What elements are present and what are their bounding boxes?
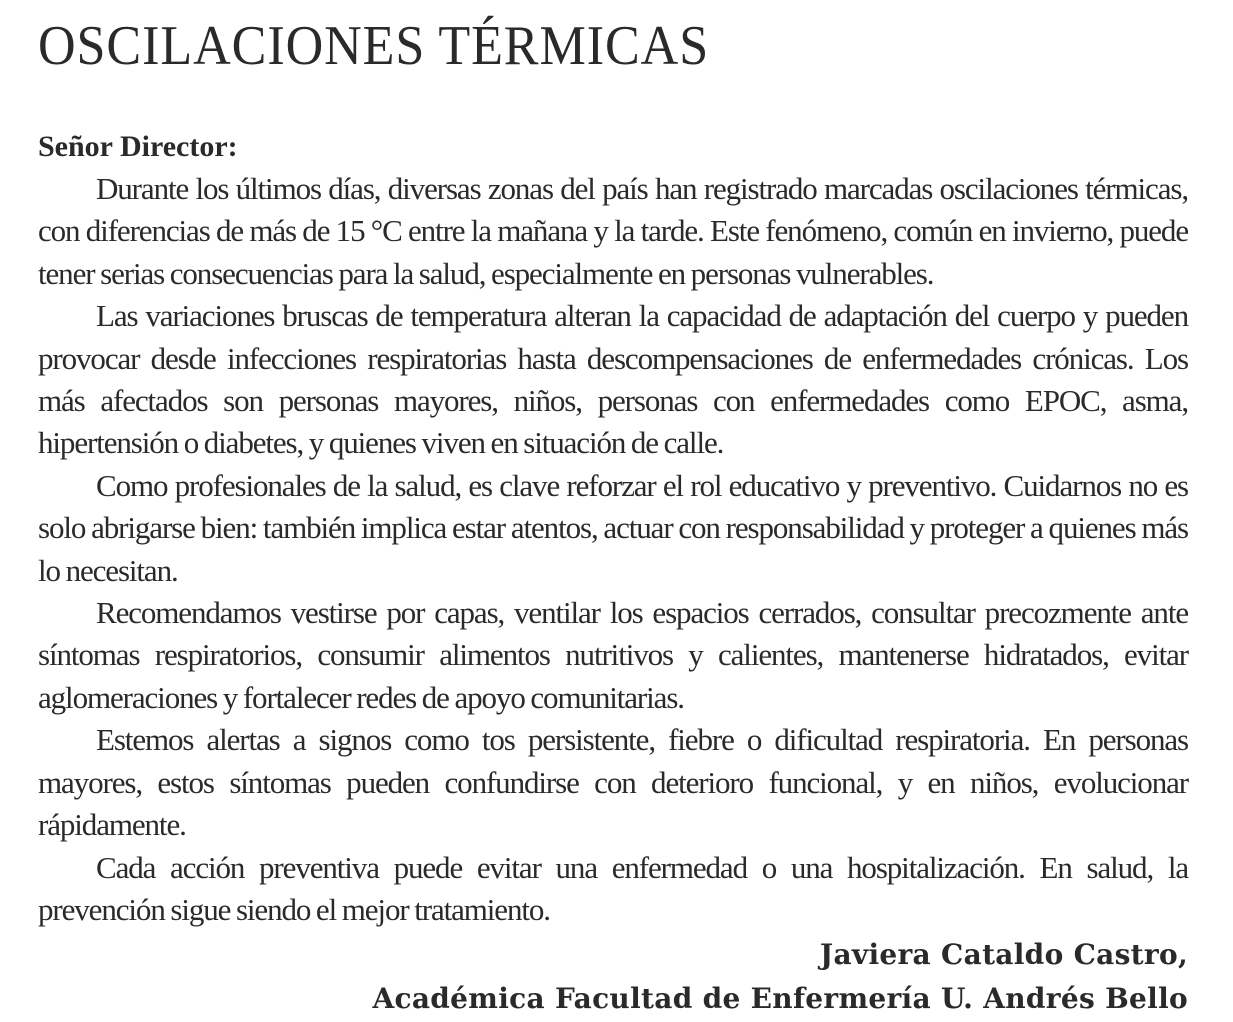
signature-affiliation: Académica Facultad de Enfermería U. Andrés Bello xyxy=(372,982,1188,1016)
letter-article xyxy=(38,10,1188,1021)
letter-signature xyxy=(38,933,1188,1021)
article-title: OSCILACIONES TÉRMICAS xyxy=(38,15,710,77)
paragraph-2: Las variaciones bruscas de temperatura alteran la capacidad de adaptación del cuerpo y pueden provocar desde infecciones respiratorias hasta descompensaciones de enfermedades crónicas. Los más afectados son personas mayores, niños, personas con enfermedades como EPOC, asma, hipertensión o diabetes, y quienes viven en situación de calle. xyxy=(38,298,1188,461)
paragraph-3: Como profesionales de la salud, es clave reforzar el rol educativo y preventivo. Cuidarnos no es solo abrigarse bien: también implica estar atentos, actuar con responsabilidad y proteger a quienes más lo necesitan. xyxy=(38,467,1188,588)
paragraph-6: Cada acción preventiva puede evitar una enfermedad o una hospitalización. En salud, la prevención sigue siendo el mejor tratamiento. xyxy=(38,849,1188,927)
paragraph-4: Recomendamos vestirse por capas, ventilar los espacios cerrados, consultar precozmente ante síntomas respiratorios, consumir alimentos nutritivos y calientes, mantenerse hidratados, evitar aglomeraciones y fortalecer redes de apoyo comunitarias. xyxy=(38,595,1188,715)
paragraph-5: Estemos alertas a signos como tos persistente, fiebre o dificultad respiratoria. En personas mayores, estos síntomas pueden confundirse con deterioro funcional, y en niños, evolucionar rápidamente. xyxy=(38,722,1188,843)
paragraph-1: Durante los últimos días, diversas zonas del país han registrado marcadas oscilaciones térmicas, con diferencias de más de 15 °C entre la mañana y la tarde. Este fenómeno, común en invierno, puede tener serias consecuencias para la salud, especialmente en personas vulnerables. xyxy=(38,171,1188,291)
signature-name: Javiera Cataldo Castro, xyxy=(819,938,1188,972)
letter-salutation: Señor Director: xyxy=(38,130,238,163)
letter-body xyxy=(38,168,1188,931)
